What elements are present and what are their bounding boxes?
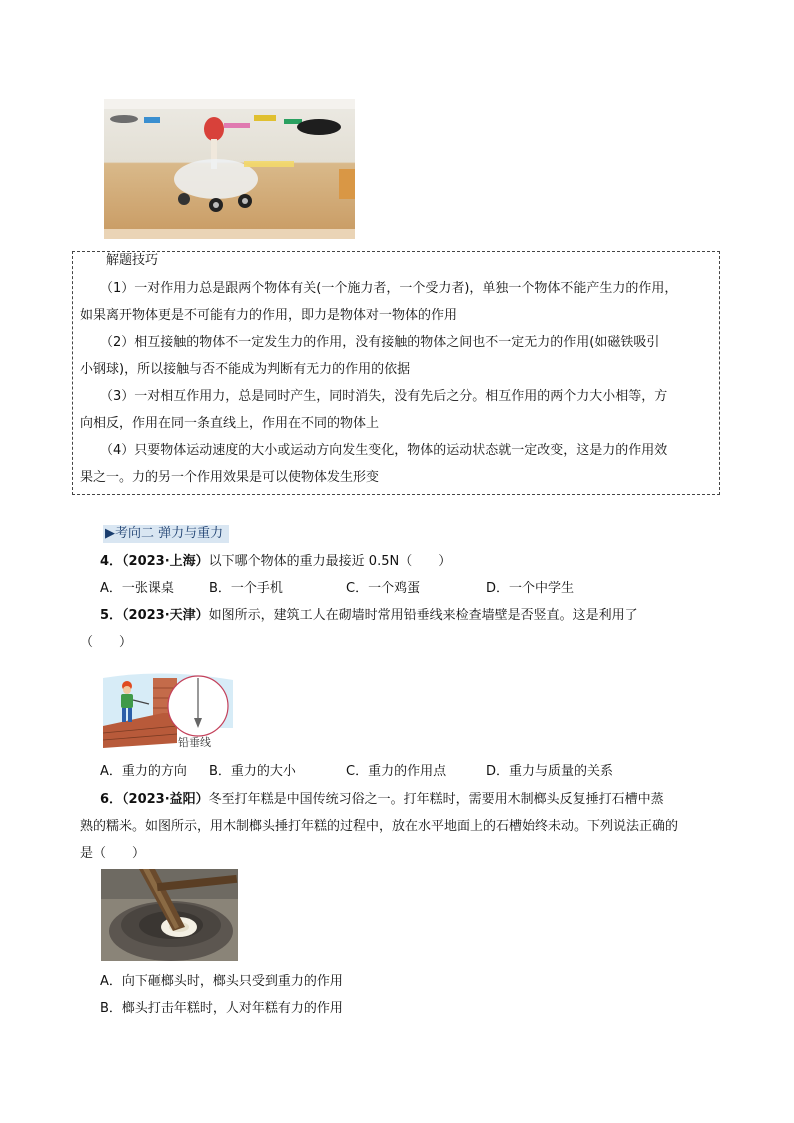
question-6-option-b: B．榔头打击年糕时，人对年糕有力的作用 xyxy=(100,1001,343,1016)
balloon-car-photo xyxy=(104,99,355,239)
question-6-source: （2023·益阳） xyxy=(122,792,209,807)
tips-point-4-line-1: （4）只要物体运动速度的大小或运动方向发生变化，物体的运动状态就一定改变，这是力的作用效 xyxy=(100,443,668,458)
tips-point-3-line-1: （3）一对相互作用力，总是同时产生，同时消失，没有先后之分。相互作用的两个力大小相等，方 xyxy=(100,389,668,404)
question-4-text: 以下哪个物体的重力最接近 0.5N（ ） xyxy=(208,554,452,569)
question-4-source: （2023·上海） xyxy=(122,554,209,569)
question-4-option-b: B．一个手机 xyxy=(209,581,283,596)
question-5-option-b: B．重力的大小 xyxy=(209,764,296,779)
question-6-text: 冬至打年糕是中国传统习俗之一。打年糕时，需要用木制榔头反复捶打石槽中蒸 xyxy=(208,792,664,807)
question-5-number: 5． xyxy=(100,608,123,623)
question-5-option-d: D．重力与质量的关系 xyxy=(486,764,614,779)
question-6-stem-line-2: 熟的糯米。如图所示，用木制榔头捶打年糕的过程中，放在水平地面上的石槽始终未动。下列说法正确的 xyxy=(80,819,679,834)
question-6-stem-line-3: 是（ ） xyxy=(80,846,146,861)
question-4-number: 4． xyxy=(100,554,123,569)
tips-title: 解题技巧 xyxy=(106,253,159,268)
tips-point-1-line-1: （1）一对作用力总是跟两个物体有关(一个施力者，一个受力者)，单独一个物体不能产生力的作用， xyxy=(100,281,678,296)
question-6-option-a: A．向下砸榔头时，榔头只受到重力的作用 xyxy=(100,974,343,989)
question-5-option-c: C．重力的作用点 xyxy=(346,764,447,779)
question-6-number: 6． xyxy=(100,792,123,807)
question-5-stem-line-2: （ ） xyxy=(80,635,133,650)
rice-cake-mortar-photo xyxy=(101,869,238,961)
question-4-option-c: C．一个鸡蛋 xyxy=(346,581,421,596)
tips-point-3-line-2: 向相反，作用在同一条直线上，作用在不同的物体上 xyxy=(80,416,380,431)
plumb-line-label: 铅垂线 xyxy=(178,736,211,749)
tips-point-2-line-1: （2）相互接触的物体不一定发生力的作用，没有接触的物体之间也不一定无力的作用(如磁铁吸引 xyxy=(100,335,660,350)
question-4-option-d: D．一个中学生 xyxy=(486,581,575,596)
question-5-source: （2023·天津） xyxy=(122,608,209,623)
tips-point-1-line-2: 如果离开物体更是不可能有力的作用，即力是物体对一物体的作用 xyxy=(80,308,458,323)
question-5-stem-line-1 xyxy=(100,607,638,625)
section-heading: ▶考向二 弹力与重力 xyxy=(103,525,229,543)
tips-point-2-line-2: 小钢球)，所以接触与否不能成为判断有无力的作用的依据 xyxy=(80,362,411,377)
question-5-option-a: A．重力的方向 xyxy=(100,764,187,779)
question-4-stem xyxy=(100,553,451,571)
tips-point-4-line-2: 果之一。力的另一个作用效果是可以使物体发生形变 xyxy=(80,470,380,485)
question-6-stem-line-1 xyxy=(100,791,664,809)
question-4-option-a: A．一张课桌 xyxy=(100,581,174,596)
question-5-text: 如图所示，建筑工人在砌墙时常用铅垂线来检查墙壁是否竖直。这是利用了 xyxy=(208,608,638,623)
plumb-line-figure xyxy=(103,668,233,752)
